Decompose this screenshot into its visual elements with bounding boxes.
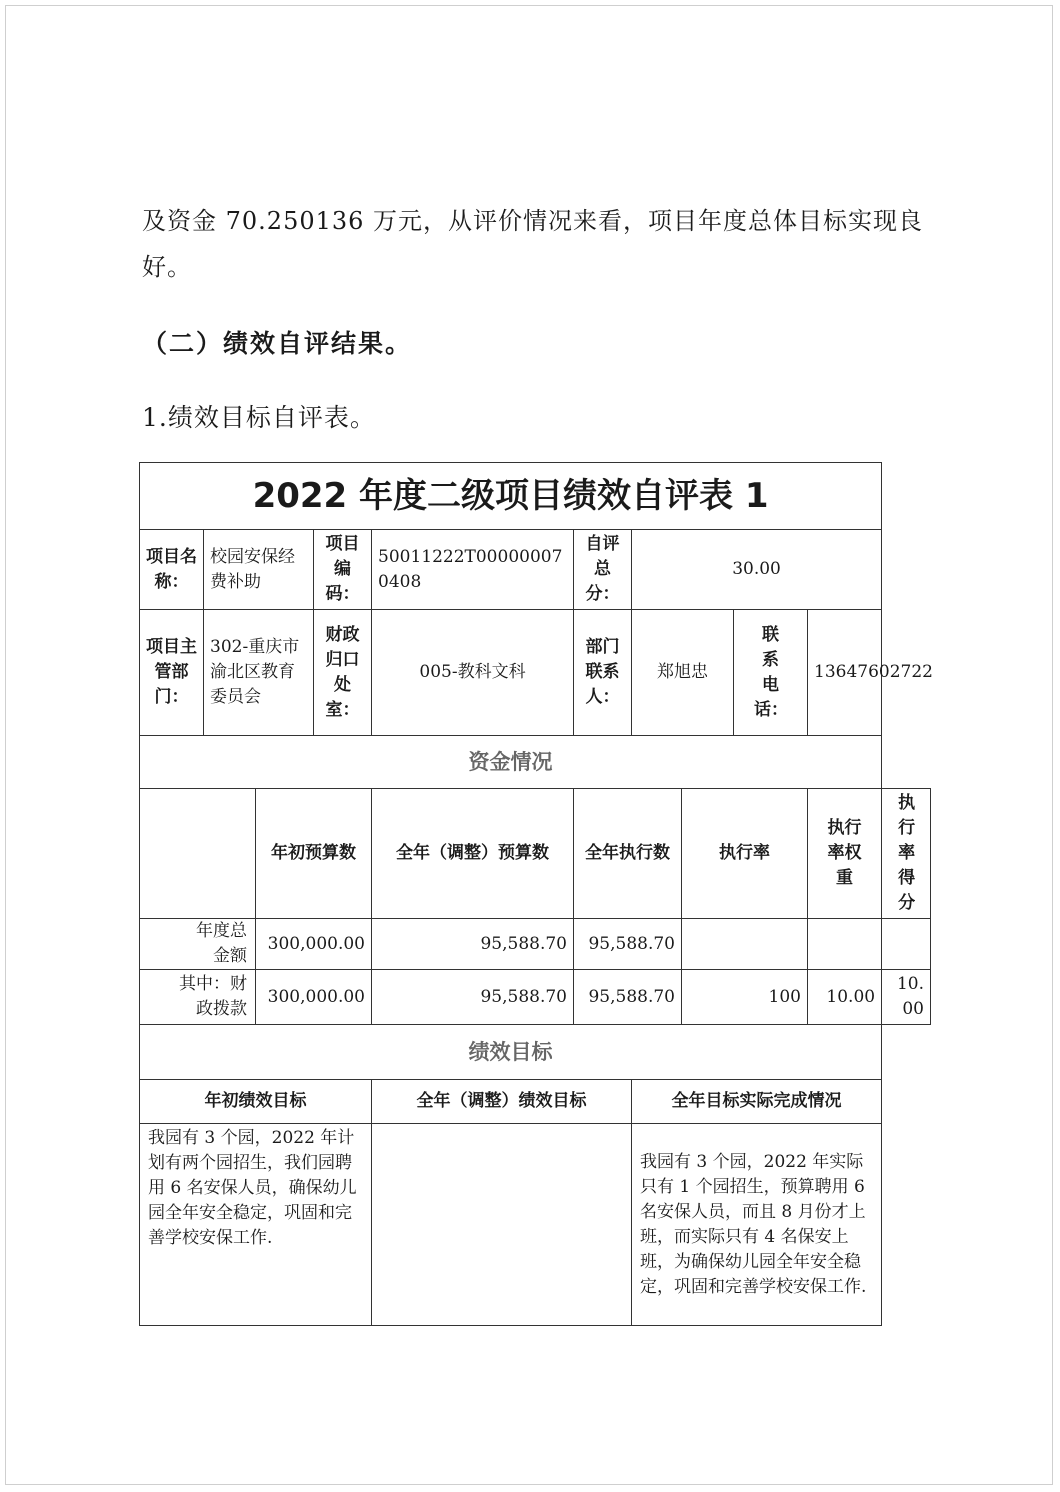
goals-adjusted-text	[372, 1124, 632, 1326]
funds-row-initial: 300,000.00	[256, 919, 372, 970]
funds-header-adjusted: 全年（调整）预算数	[372, 789, 574, 919]
funds-row-weight: 10.00	[808, 970, 882, 1025]
finance-label: 财政归口处室：	[314, 610, 372, 736]
funds-header-blank	[140, 789, 256, 919]
goals-section-header: 绩效目标	[140, 1025, 882, 1080]
section-heading: （二）绩效自评结果。	[142, 329, 413, 358]
funds-row-score: 10.00	[882, 970, 931, 1025]
funds-row	[140, 970, 931, 1025]
funds-row	[140, 919, 931, 970]
funds-row-rate	[682, 919, 808, 970]
funds-row-label: 年度总金额	[140, 919, 256, 970]
score-label: 自评总分：	[574, 530, 632, 610]
funds-row-weight	[808, 919, 882, 970]
phone-label: 联系电话：	[734, 610, 808, 736]
funds-header-initial: 年初预算数	[256, 789, 372, 919]
finance-value: 005-教科文科	[372, 610, 574, 736]
project-name-label: 项目名称：	[140, 530, 204, 610]
funds-header-score: 执行率得分	[882, 789, 931, 919]
body-paragraph: 及资金 70.250136 万元，从评价情况来看，项目年度总体目标实现良好。	[142, 207, 924, 281]
funds-row-score	[882, 919, 931, 970]
funds-row-executed: 95,588.70	[574, 919, 682, 970]
project-code-label: 项目编码：	[314, 530, 372, 610]
table-title: 2022 年度二级项目绩效自评表 1	[140, 463, 882, 530]
goals-header-initial: 年初绩效目标	[140, 1080, 372, 1124]
funds-section-header: 资金情况	[140, 736, 882, 789]
funds-header-executed: 全年执行数	[574, 789, 682, 919]
self-evaluation-table	[139, 462, 931, 1326]
contact-value: 郑旭忠	[632, 610, 734, 736]
phone-value: 13647602722	[808, 610, 882, 736]
funds-header-rate: 执行率	[682, 789, 808, 919]
dept-value: 302-重庆市渝北区教育委员会	[204, 610, 314, 736]
funds-header-weight: 执行率权重	[808, 789, 882, 919]
subsection-heading: 1.绩效目标自评表。	[142, 403, 376, 432]
funds-row-rate: 100	[682, 970, 808, 1025]
goals-header-actual: 全年目标实际完成情况	[632, 1080, 882, 1124]
contact-label: 部门联系人：	[574, 610, 632, 736]
goals-actual-text: 我园有 3 个园，2022 年实际只有 1 个园招生，预算聘用 6 名安保人员，而且 8 月份才上班，而实际只有 4 名保安上班，为确保幼儿园全年安全稳定，巩固和完善学校安保工作.	[632, 1124, 882, 1326]
funds-row-adjusted: 95,588.70	[372, 919, 574, 970]
funds-row-initial: 300,000.00	[256, 970, 372, 1025]
funds-row-adjusted: 95,588.70	[372, 970, 574, 1025]
funds-row-executed: 95,588.70	[574, 970, 682, 1025]
project-code: 50011222T000000070408	[372, 530, 574, 610]
goals-header-adjusted: 全年（调整）绩效目标	[372, 1080, 632, 1124]
goals-initial-text: 我园有 3 个园，2022 年计划有两个园招生，我们园聘用 6 名安保人员，确保幼儿园全年安全稳定，巩固和完善学校安保工作.	[140, 1124, 372, 1326]
project-name: 校园安保经费补助	[204, 530, 314, 610]
total-score: 30.00	[632, 530, 882, 610]
dept-label: 项目主管部门：	[140, 610, 204, 736]
funds-row-label: 其中：财政拨款	[140, 970, 256, 1025]
